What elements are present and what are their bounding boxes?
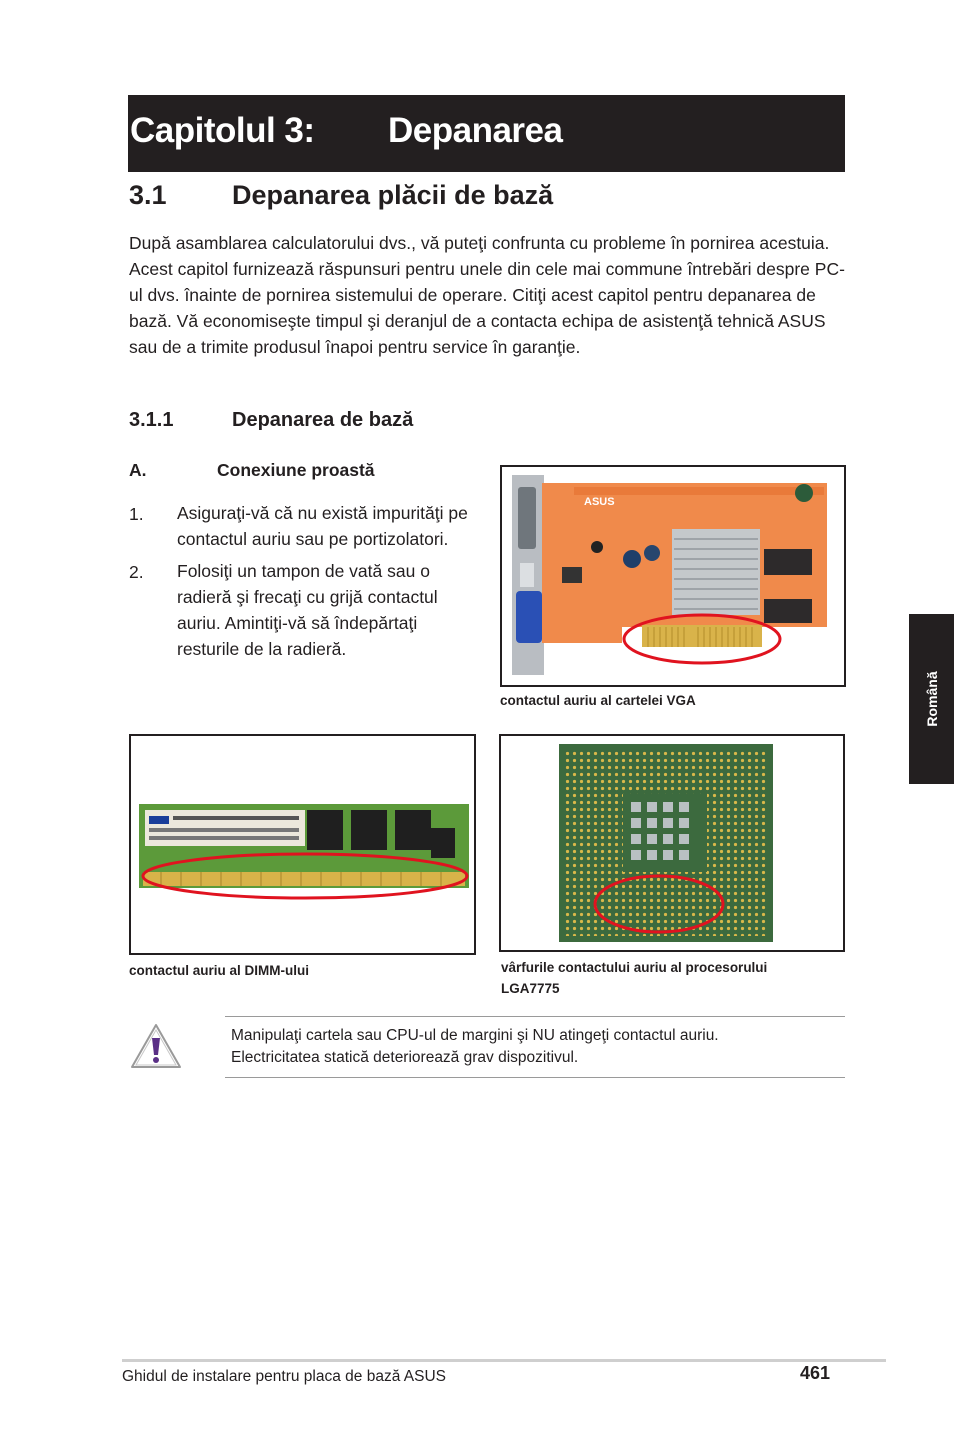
chapter-title: Depanarea <box>388 111 563 150</box>
chapter-header <box>128 95 845 172</box>
step-1-text: Asiguraţi-vă că nu există impurităţi pe contactul auriu sau pe portizolatori. <box>177 503 468 549</box>
step-1-number: 1. <box>129 504 144 524</box>
footer-rule <box>122 1359 886 1362</box>
subsection-number: 3.1.1 <box>129 409 174 431</box>
cpu-caption-line2: LGA7775 <box>501 981 560 996</box>
item-a-title: Conexiune proastă <box>217 460 375 480</box>
dimm-photo <box>129 734 476 955</box>
language-tab <box>909 614 954 784</box>
cpu-photo <box>499 734 845 952</box>
footer-title: Ghidul de instalare pentru placa de bază ASUS <box>122 1368 446 1385</box>
vga-brand-logo: ASUS <box>584 496 615 508</box>
caution-note <box>231 1025 831 1069</box>
section-title: Depanarea plăcii de bază <box>232 180 554 210</box>
vga-card-photo <box>500 465 846 687</box>
item-a-label: A. <box>129 460 147 480</box>
note-bottom-rule <box>225 1077 845 1078</box>
page-number: 461 <box>800 1363 831 1383</box>
step-2-number: 2. <box>129 562 144 582</box>
section-number: 3.1 <box>129 180 167 210</box>
intro-paragraph: După asamblarea calculatorului dvs., vă puteţi confrunta cu probleme în pornirea acestuia. Acest capitol furnizează răspunsuri pentru unele din cele mai commune întrebări despre PC-ul dvs. înainte de pornirea sistemului de operare. Citiţi acest capitol pentru depanarea de bază. Vă economiseşte timpul şi deranjul de a contacta echipa de asistenţă tehnică ASUS sau de a trimite produsul înapoi pentru service în garanţie. <box>129 233 845 357</box>
dimm-caption: contactul auriu al DIMM-ului <box>129 963 310 978</box>
caution-note-line2: Electricitatea statică deteriorează grav dispozitivul. <box>231 1049 579 1066</box>
chapter-number: Capitolul 3: <box>130 111 315 150</box>
subsection-title: Depanarea de bază <box>232 409 414 431</box>
caution-icon <box>129 1022 183 1070</box>
step-2-text: Folosiţi un tampon de vată sau o radieră şi frecaţi cu grijă contactul auriu. Amintiţi-vă să îndepărtaţi resturile de la radieră. <box>177 561 438 659</box>
vga-caption: contactul auriu al cartelei VGA <box>500 693 696 708</box>
cpu-caption-line1: vârfurile contactului auriu al procesorului <box>501 960 768 975</box>
language-tab-label: Română <box>923 671 940 727</box>
note-top-rule <box>225 1016 845 1017</box>
caution-note-line1: Manipulaţi cartela sau CPU-ul de margini şi NU atingeţi contactul auriu. <box>231 1027 719 1044</box>
